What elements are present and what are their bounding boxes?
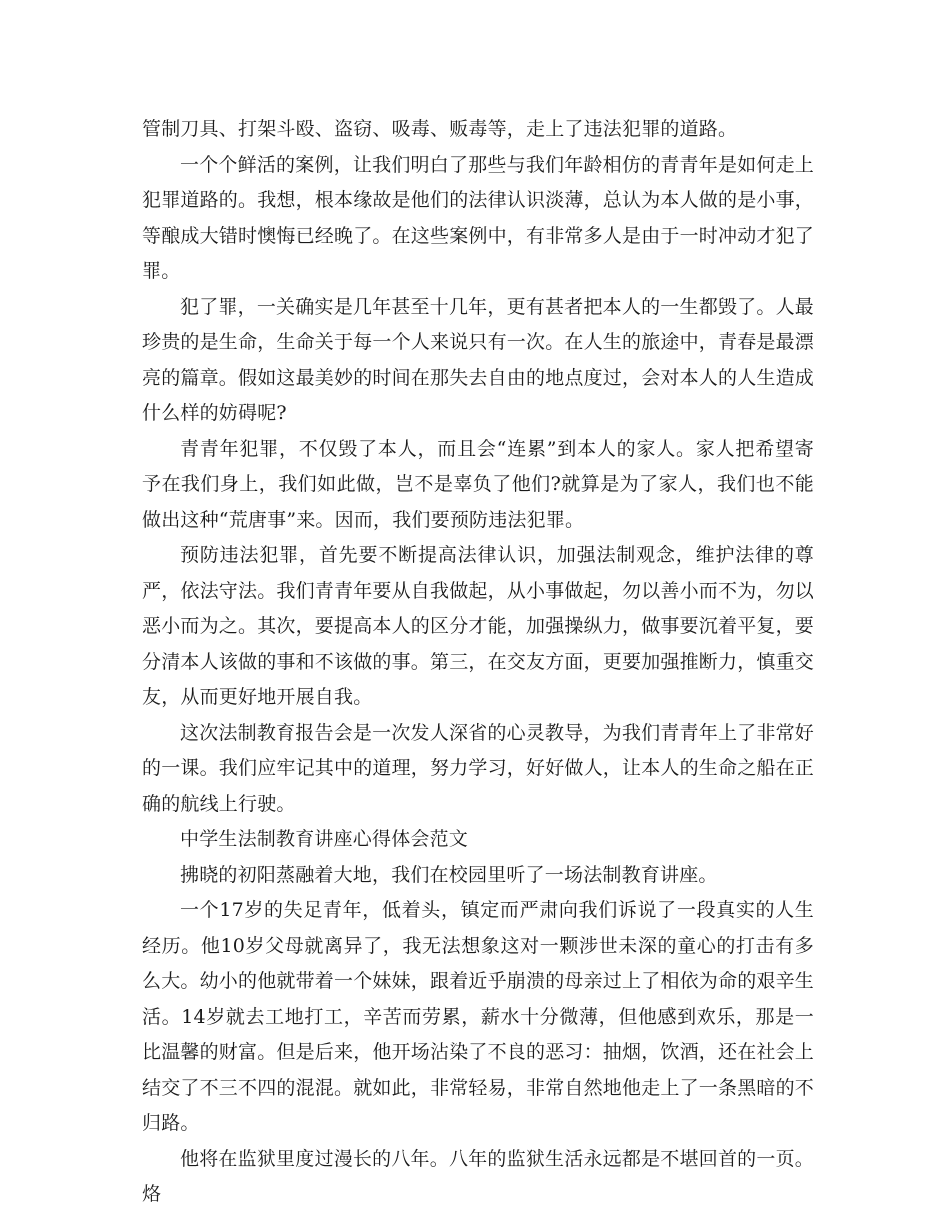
paragraph: 一个个鲜活的案例，让我们明白了那些与我们年龄相仿的青青年是如何走上犯罪道路的。我想，根本缘故是他们的法律认识淡薄，总认为本人做的是小事，等酿成大错时懊悔已经晚了。在这些案例中，有非常多人是由于一时冲动才犯了罪。 — [142, 153, 815, 282]
paragraph: 拂晓的初阳蒸融着大地，我们在校园里听了一场法制教育讲座。 — [180, 863, 718, 886]
paragraph: 他将在监狱里度过漫长的八年。八年的监狱生活永远都是不堪回首的一页。烙 — [142, 1147, 814, 1205]
paragraph: 犯了罪，一关确实是几年甚至十几年，更有甚者把本人的一生都毁了。人最珍贵的是生命，生命关于每一个人来说只有一次。在人生的旅途中，青春是最漂亮的篇章。假如这最美妙的时间在那失去自由的地点度过，会对本人的人生造成什么样的妨碍呢? — [142, 295, 815, 424]
paragraph: 青青年犯罪，不仅毁了本人，而且会“连累”到本人的家人。家人把希望寄予在我们身上，我们如此做，岂不是辜负了他们?就算是为了家人，我们也不能做出这种“荒唐事”来。因而，我们要预防违法犯罪。 — [142, 437, 814, 531]
paragraph: 这次法制教育报告会是一次发人深省的心灵教导，为我们青青年上了非常好的一课。我们应牢记其中的道理，努力学习，好好做人，让本人的生命之船在正确的航线上行驶。 — [142, 721, 815, 815]
paragraph: 预防违法犯罪，首先要不断提高法律认识，加强法制观念，维护法律的尊严，依法守法。我们青青年要从自我做起，从小事做起，勿以善小而不为，勿以恶小而为之。其次，要提高本人的区分才能，加强操纵力，做事要沉着平复，要分清本人该做的事和不该做的事。第三，在交友方面，更要加强推断力，慎重交友，从而更好地开展自我。 — [142, 544, 815, 708]
section-title: 中学生法制教育讲座心得体会范文 — [180, 828, 469, 850]
paragraph-continuation: 管制刀具、打架斗殴、盗窃、吸毒、贩毒等，走上了违法犯罪的道路。 — [142, 118, 738, 140]
paragraph: 一个17岁的失足青年，低着头，镇定而严肃向我们诉说了一段真实的人生经历。他10岁父母就离异了，我无法想象这对一颗涉世未深的童心的打击有多么大。幼小的他就带着一个妹妹，跟着近乎崩溃的母亲过上了相依为命的艰辛生活。14岁就去工地打工，辛苦而劳累，薪水十分微薄，但他感到欢乐，那是一比温馨的财富。但是后来，他开场沾染了不良的恶习：抽烟，饮酒，还在社会上结交了不三不四的混混。就如此，非常轻易，非常自然地他走上了一条黑暗的不归路。 — [142, 899, 815, 1134]
document-body — [142, 112, 814, 1213]
